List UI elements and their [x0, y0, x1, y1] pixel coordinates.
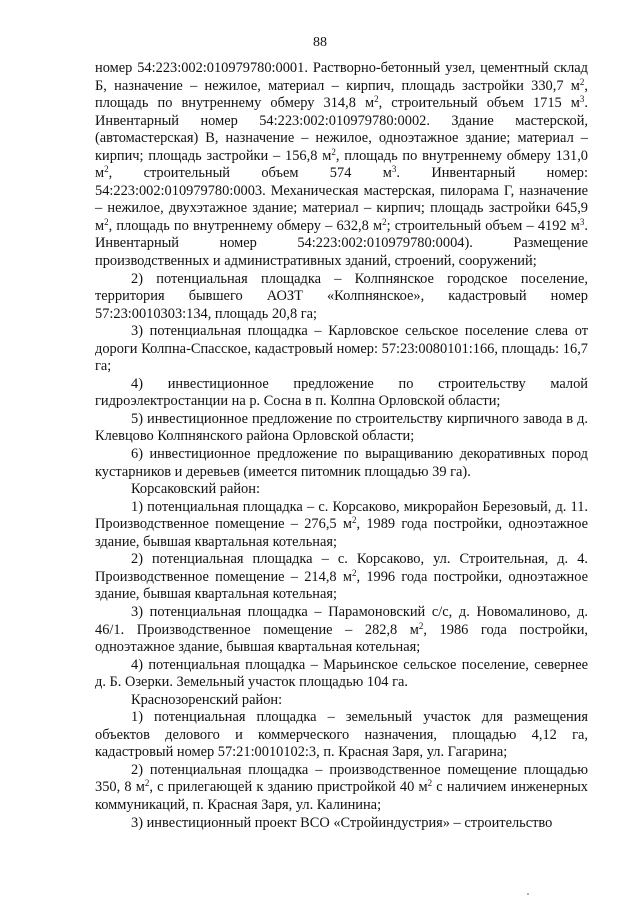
paragraph-item: 2) потенциальная площадка – производственное помещение площадью 350, 8 $м^2$, с прилегающей к зданию пристройкой 40 $м^2$ с наличием инженерных коммуникаций, п. Красная Заря, ул. Калинина; [95, 761, 588, 813]
paragraph-item: 3) потенциальная площадка – Парамоновский с/с, д. Новомалиново, д. 46/1. Производственное помещение – 282,8 $м^2$, 1986 года постройки, одноэтажное здание, бывшая квартальная котельная; [95, 603, 588, 656]
paragraph-item: 2) потенциальная площадка – с. Корсаково, ул. Строительная, д. 4. Производственное помещение – 214,8 $м^2$, 1996 года постройки, одноэтажное здание, бывшая квартальная котельная; [95, 551, 588, 603]
paragraph-continuation: номер 54:223:002:010979780:0001. Растворно-бетонный узел, цементный склад Б, назначение – нежилое, материал – кирпич, площадь застройки 330,7 $м^2$, площадь по внутреннему обмеру 314,8 $м^2$, строительный объем 1715 $м^3$. Инвентарный номер 54:223:002:010979780:0002. Здание мастерской, (автомастерская) В, назначение – нежилое, одноэтажное здание; материал – кирпич; площадь застройки – 156,8 $м^2$, площадь по внутреннему обмеру 131,0 $м^2$, строительный объем 574 $м^3$. Инвентарный номер: 54:223:002:010979780:0003. Механическая мастерская, пилорама Г, назначение – нежилое, двухэтажное здание; материал – кирпич; площадь застройки 645,9 $м^2$, площадь по внутреннему обмеру – 632,8 $м^2$; строительный объем – 4192 $м^3$. Инвентарный номер 54:223:002:010979780:0004). Размещение производственных и административных зданий, строений, сооружений; [95, 60, 589, 270]
section-heading-korsakovsky: Корсаковский район: [131, 481, 260, 498]
paragraph-item: 1) потенциальная площадка – земельный участок для размещения объектов делового и коммерческого назначения, площадью 4,12 га, кадастровый номер 57:21:0010102:3, п. Красная Заря, ул. Гагарина; [95, 709, 588, 761]
page-number: 88 [313, 35, 327, 50]
paragraph-item: 3) инвестиционный проект ВСО «Стройиндустрия» – строительство [131, 814, 553, 831]
paragraph-item: 1) потенциальная площадка – с. Корсаково, микрорайон Березовый, д. 11. Производственное помещение – 276,5 $м^2$, 1989 года постройки, одноэтажное здание, бывшая квартальная котельная; [95, 498, 588, 550]
paragraph-item: 3) потенциальная площадка – Карловское сельское поселение слева от дороги Колпна-Спасское, кадастровый номер: 57:23:0080101:166, площадь: 16,7 га; [95, 323, 588, 375]
paragraph-item: 4) инвестиционное предложение по строительству малой гидроэлектростанции на р. Сосна в п. Колпна Орловской области; [95, 375, 588, 410]
paragraph-item: 6) инвестиционное предложение по выращиванию декоративных пород кустарников и деревьев (имеется питомник площадью 39 га). [95, 446, 588, 480]
paragraph-item: 4) потенциальная площадка – Марьинское сельское поселение, севернее д. Б. Озерки. Земельный участок площадью 104 га. [95, 656, 588, 691]
document-body [95, 60, 588, 832]
paragraph-item: 5) инвестиционное предложение по строительству кирпичного завода в д. Клевцово Колпнянского района Орловской области; [95, 410, 588, 445]
paragraph-item: 2) потенциальная площадка – Колпнянское городское поселение, территория бывшего АОЗТ «Колпнянское», кадастровый номер 57:23:0010303:134, площадь 20,8 га; [95, 270, 588, 322]
section-heading-krasnozorensky: Краснозоренский район: [131, 691, 283, 708]
scan-speck [527, 893, 529, 895]
